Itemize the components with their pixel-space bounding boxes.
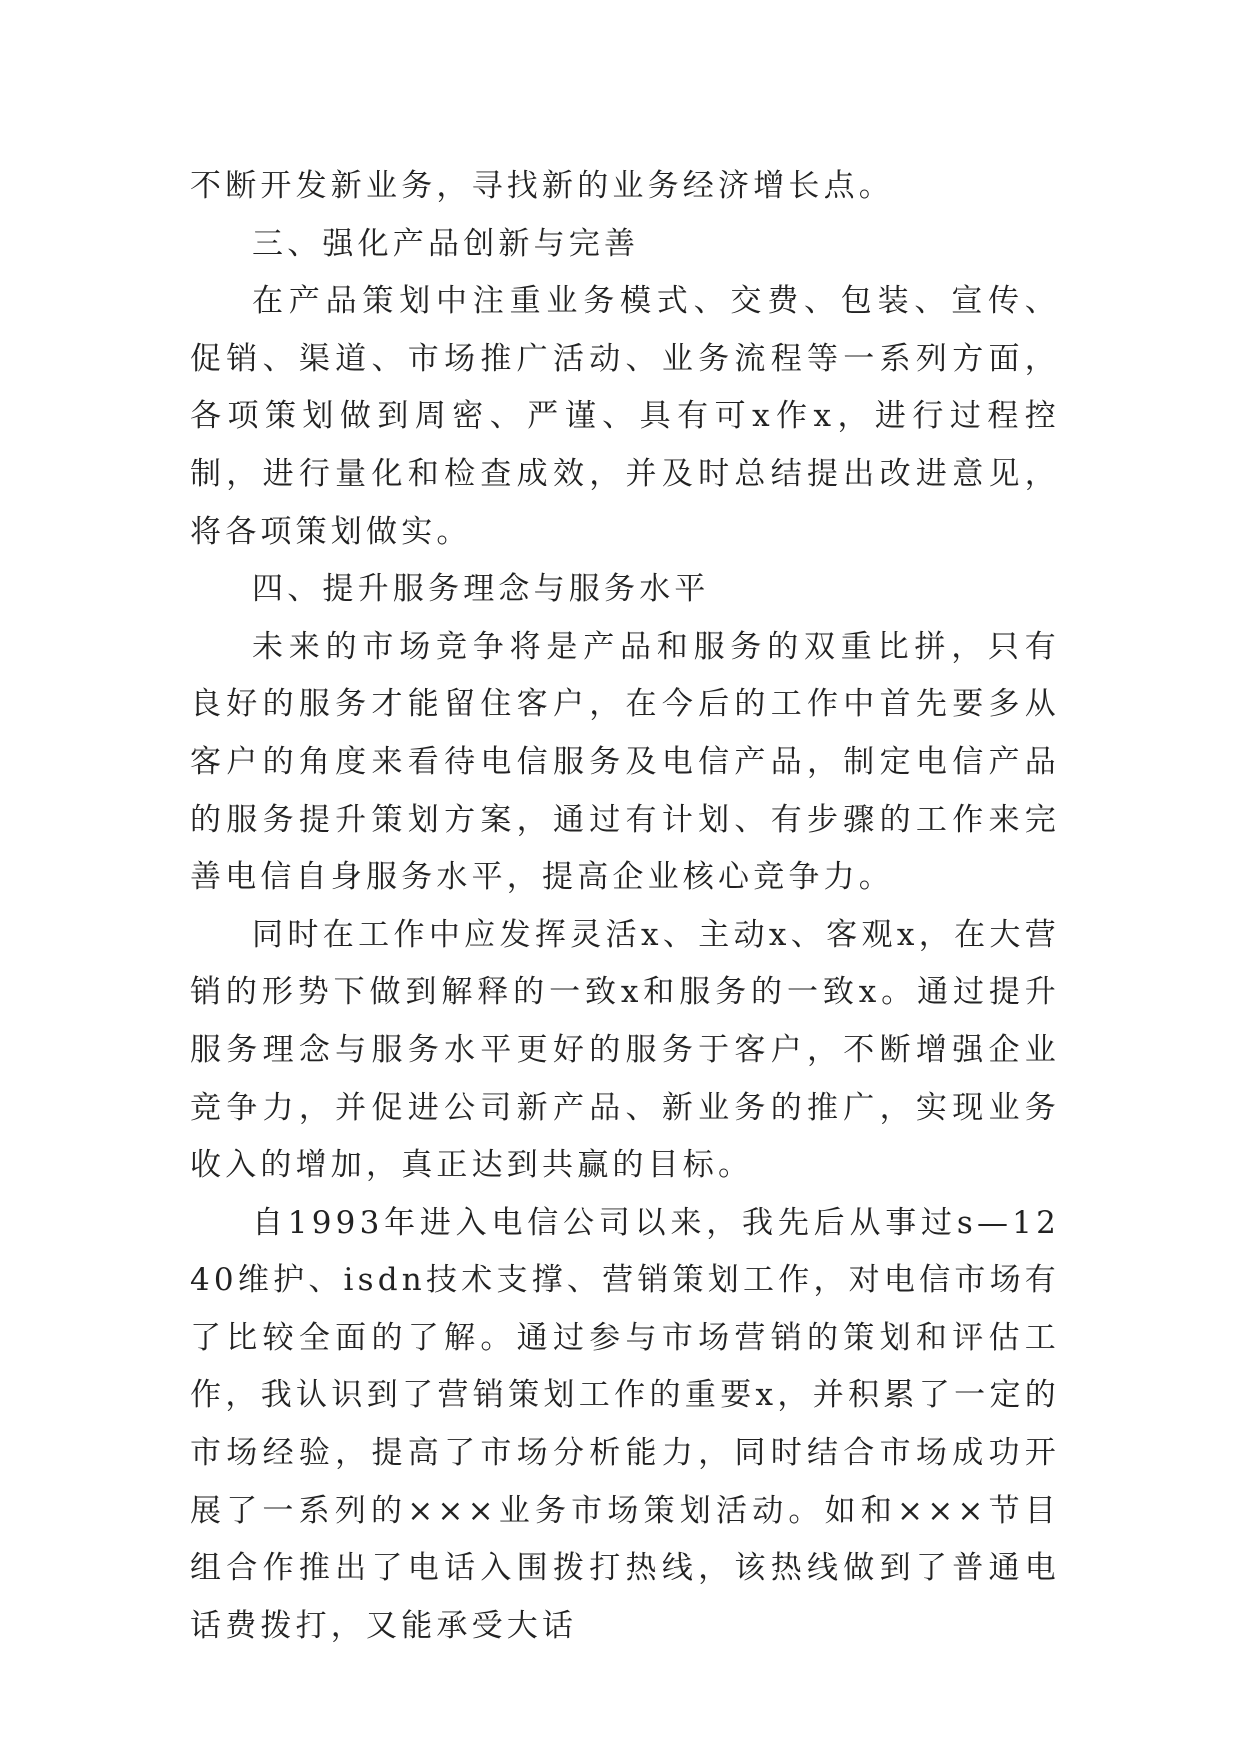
section-heading-4: 四、提升服务理念与服务水平 bbox=[252, 571, 710, 608]
paragraph-product-planning: 在产品策划中注重业务模式、交费、包装、宣传、促销、渠道、市场推广活动、业务流程等一系列方面，各项策划做到周密、严谨、具有可x作x，进行过程控制，进行量化和检查成效，并及时总结提出改进意见，将各项策划做实。 bbox=[190, 283, 1060, 550]
paragraph-market-competition: 未来的市场竞争将是产品和服务的双重比拼，只有良好的服务才能留住客户，在今后的工作中首先要多从客户的角度来看待电信服务及电信产品，制定电信产品的服务提升策划方案，通过有计划、有步骤的工作来完善电信自身服务水平，提高企业核心竞争力。 bbox=[190, 628, 1060, 896]
paragraph-service-flexibility: 同时在工作中应发挥灵活x、主动x、客观x，在大营销的形势下做到解释的一致x和服务的一致x。通过提升服务理念与服务水平更好的服务于客户，不断增强企业竞争力，并促进公司新产品、新业务的推广，实现业务收入的增加，真正达到共赢的目标。 bbox=[190, 916, 1060, 1184]
document-body bbox=[190, 158, 1060, 1655]
paragraph-work-experience: 自1993年进入电信公司以来，我先后从事过s—1240维护、isdn技术支撑、营销策划工作，对电信市场有了比较全面的了解。通过参与市场营销的策划和评估工作，我认识到了营销策划工作的重要x，并积累了一定的市场经验，提高了市场分析能力，同时结合市场成功开展了一系列的×××业务市场策划活动。如和×××节目组合作推出了电话入围拨打热线，该热线做到了普通电话费拨打，又能承受大话 bbox=[190, 1204, 1060, 1644]
section-heading-3: 三、强化产品创新与完善 bbox=[252, 225, 640, 262]
paragraph-continuation: 不断开发新业务，寻找新的业务经济增长点。 bbox=[190, 168, 894, 204]
